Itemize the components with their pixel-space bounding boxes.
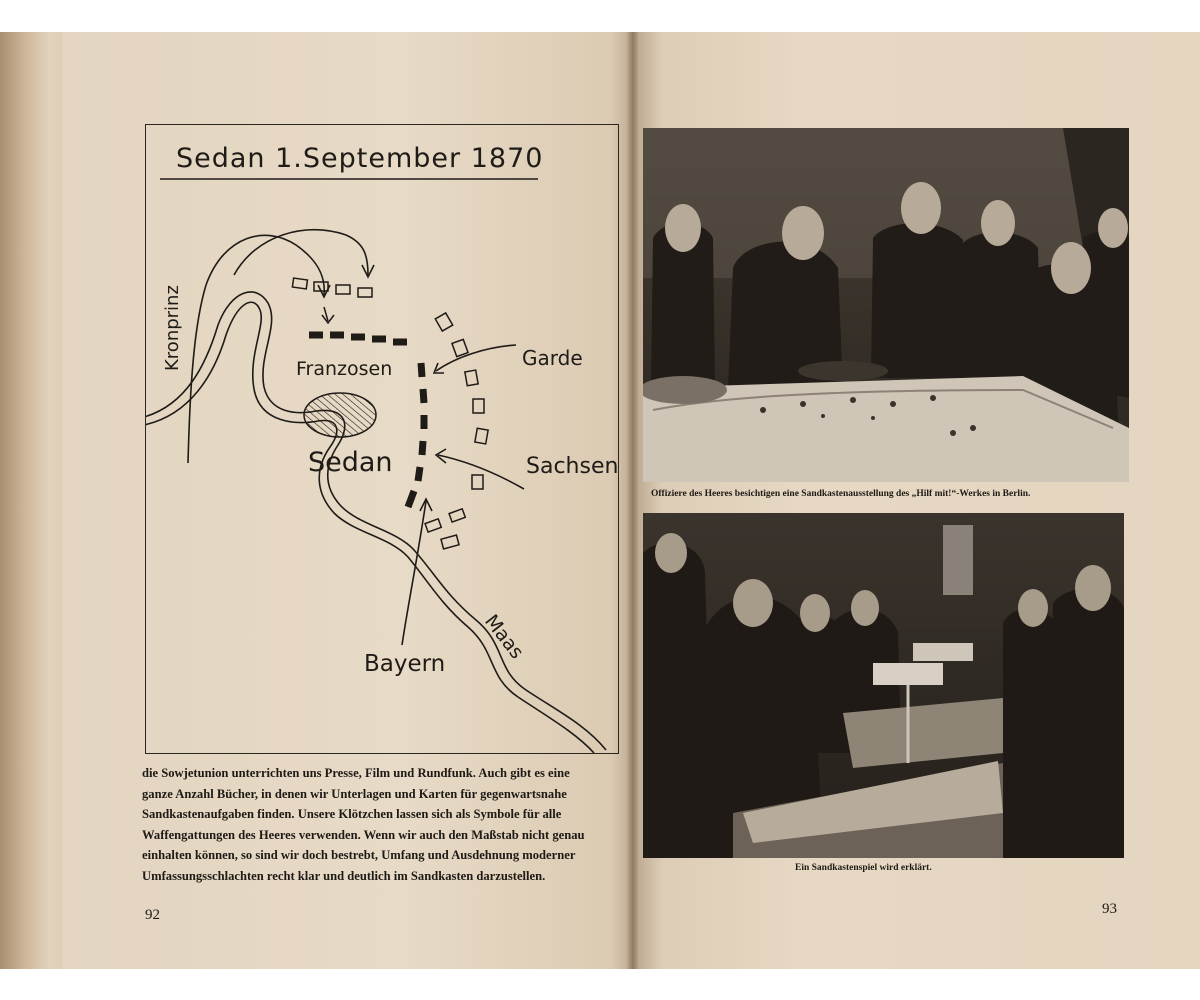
german-blocks — [425, 313, 488, 549]
photo2-figures — [643, 513, 1124, 858]
label-kronprinz: Kronprinz — [162, 285, 183, 371]
caption-bottom: Ein Sandkastenspiel wird erklärt. — [795, 863, 932, 873]
text-line: Sandkastenaufgaben finden. Unsere Klötzchen lassen sich als Symbole für alle — [142, 807, 562, 821]
photo1-figures — [643, 128, 1129, 482]
french-blocks-top — [292, 278, 372, 323]
label-garde: Garde — [522, 346, 583, 370]
text-line: Waffengattungen des Heeres verwenden. Wenn wir auch den Maßstab nicht genau — [142, 827, 585, 842]
label-sedan: Sedan — [308, 447, 393, 478]
photo-officers-sandbox-exhibition — [643, 128, 1129, 482]
label-sachsen: Sachsen — [526, 454, 618, 479]
battle-map — [145, 124, 619, 754]
label-bayern: Bayern — [364, 651, 446, 677]
label-maas: Maas — [480, 610, 528, 664]
photo-sandbox-game-explained — [643, 513, 1124, 858]
sedan-town — [304, 393, 376, 437]
page-edges — [0, 32, 70, 969]
page-number-left: 92 — [145, 907, 160, 923]
map-drawing — [146, 125, 618, 753]
page-number-right: 93 — [1102, 901, 1117, 917]
text-line: ganze Anzahl Bücher, in denen wir Unterlagen und Karten für gegenwartsnahe — [142, 786, 567, 801]
text-line: Umfassungsschlachten recht klar und deutlich im Sandkasten darzustellen. — [142, 868, 546, 883]
caption-top: Offiziere des Heeres besichtigen eine Sandkastenausstellung des „Hilf mit!“-Werkes in Berlin. — [651, 489, 1031, 499]
map-title: Sedan 1.September 1870 — [176, 143, 544, 174]
left-page-text — [142, 763, 630, 886]
label-franzosen: Franzosen — [296, 358, 393, 380]
text-line: die Sowjetunion unterrichten uns Presse, Film und Rundfunk. Auch gibt es eine — [142, 766, 570, 780]
text-line: einhalten können, so sind wir doch bestrebt, Umfang und Ausdehnung moderner — [142, 848, 576, 862]
